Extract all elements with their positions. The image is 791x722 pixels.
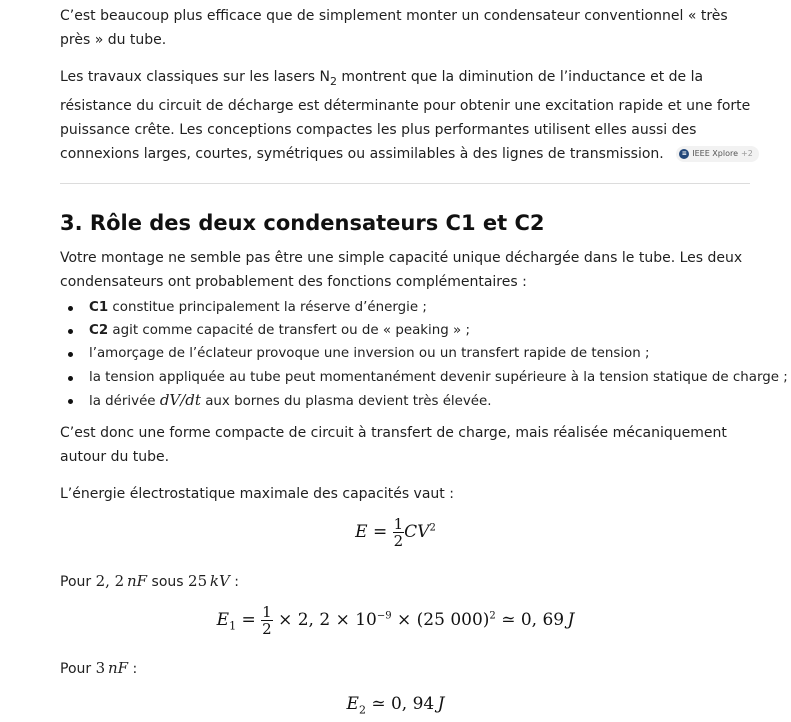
eq1-lhs: E	[216, 610, 230, 630]
bullet-after: aux bornes du plasma devient très élevée.	[200, 393, 492, 409]
source-more: +2	[741, 148, 753, 158]
eq1-paren: × (25 000)	[397, 610, 490, 630]
equation-energy: E = $\frac{1}{2}$ $CV^2$	[355, 515, 436, 550]
source-label: IEEE Xplore	[692, 148, 738, 158]
eq1-lhs-sub: 1	[229, 619, 237, 633]
case2-pour: Pour	[60, 661, 96, 677]
eq-num: 1	[393, 515, 404, 533]
list-item	[60, 319, 770, 342]
case2-cap: 3	[95, 659, 106, 677]
case1-text	[60, 569, 760, 594]
eq-den: 2	[393, 532, 404, 550]
eq1-unit: J	[567, 610, 575, 630]
bullet-text: la tension appliquée au tube peut momentanément devenir supérieure à la tension statique de charge ;	[89, 369, 788, 385]
eq1-den: 2	[262, 620, 272, 638]
case2-cap-unit: nF	[107, 659, 129, 677]
case1-volt-unit: kV	[209, 572, 230, 590]
role-list	[60, 296, 788, 413]
bullet-text: l’amorçage de l’éclateur provoque une inversion ou un transfert rapide de tension ;	[89, 346, 650, 362]
eq1-exp1: −9	[376, 610, 392, 622]
eq1-num: 1	[262, 603, 272, 621]
equation-e2	[0, 694, 791, 716]
eq1-fraction	[261, 604, 273, 637]
list-item	[60, 389, 770, 413]
para2-sub: 2	[329, 74, 337, 88]
bullet-bold: C2	[89, 323, 109, 339]
section-divider	[60, 183, 750, 184]
case1-pour: Pour	[60, 574, 96, 590]
source-badge[interactable]	[676, 146, 759, 162]
bullet-bold: C1	[89, 300, 109, 315]
bullet-math: dV/dt	[159, 390, 201, 409]
case1-volt: 25	[188, 572, 208, 590]
bullet-text: agit comme capacité de transfert ou de « peaking » ;	[108, 323, 470, 339]
case1-colon: :	[229, 574, 240, 590]
paragraph-efficiency: C’est beaucoup plus efficace que de simplement monter un condensateur conventionnel « très près » du tube.	[60, 8, 728, 48]
list-item	[60, 296, 770, 319]
para2-before: Les travaux classiques sur les lasers N	[60, 69, 330, 85]
list-item	[60, 342, 770, 365]
section-intro: Votre montage ne semble pas être une simple capacité unique déchargée dans le tube. Les deux condensateurs ont probablement des fonctions complémentaires :	[60, 250, 743, 290]
eq-exp: 2	[429, 522, 436, 534]
eq2-lhs-sub: 2	[358, 703, 366, 717]
eq-fraction	[393, 516, 405, 549]
eq1-result: ≃ 0, 69	[501, 610, 565, 630]
case2-colon: :	[128, 661, 138, 677]
energy-intro: L’énergie électrostatique maximale des capacités vaut :	[60, 486, 454, 502]
eq-lhs: E	[355, 522, 368, 542]
section-conclusion: C’est donc une forme compacte de circuit à transfert de charge, mais réalisée mécaniquement autour du tube.	[60, 425, 727, 465]
case1-sous: sous	[147, 574, 189, 590]
eq1-mid: × 2, 2 × 10	[278, 610, 377, 630]
eq2-unit: J	[437, 694, 445, 714]
case1-cap-unit: nF	[127, 572, 148, 590]
eq2-lhs: E	[346, 694, 359, 714]
case2-text	[60, 656, 760, 681]
case1-cap: 2, 2	[95, 572, 125, 590]
list-item	[60, 366, 788, 389]
equation-e1: $E_1$ = $\frac{1}{2}$ × 2, $2 \times 10^{-9} \times (25$ 000)$^2$ ≃ 0, 69 J	[216, 603, 575, 638]
eq2-result: ≃ 0, 94	[371, 694, 435, 714]
para2-after: montrent que la diminution de l’inductance et de la résistance du circuit de décharge est déterminante pour obtenir une excitation rapide et une forte puissance crête. Les conceptions compactes les plus performantes utilisent elles aussi des connexions larges, courtes, symétriques ou assimilables à des lignes de transmission.	[60, 69, 751, 162]
section-title: 3. Rôle des deux condensateurs C1 et C2	[60, 211, 545, 235]
eq1-exp2: 2	[489, 610, 496, 622]
ieee-icon: ≡	[679, 149, 689, 159]
paragraph-n2-lasers	[60, 65, 760, 166]
bullet-before: la dérivée	[89, 393, 160, 409]
bullet-text: constitue principalement la réserve d’énergie ;	[108, 300, 427, 315]
eq-rhs: CV	[404, 522, 430, 542]
